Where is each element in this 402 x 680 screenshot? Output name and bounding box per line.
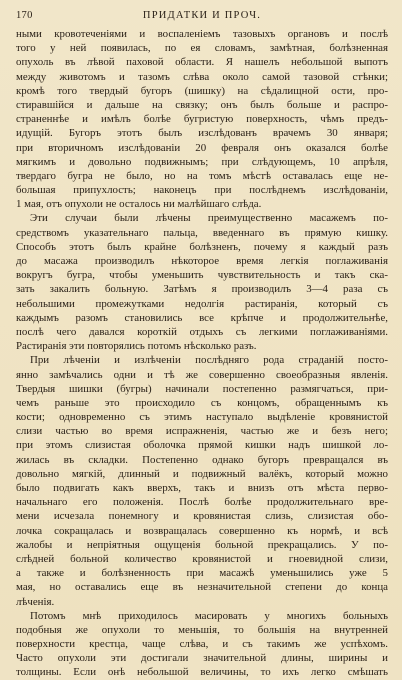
running-title: ПРИДАТКИ И ПРОЧ. xyxy=(142,10,262,21)
text-line: стиравшійся и дальше на связку; онъ былъ больше и распро- xyxy=(16,98,388,111)
text-line: поверхности крестца, чаще слѣва, и съ такимъ же успѣхомъ. xyxy=(16,638,388,651)
text-line: жалобы и непріятныя ощущенія больной прекращались. У по- xyxy=(16,538,388,551)
text-line: Потомъ мнѣ приходилось масировать у многихъ больныхъ xyxy=(30,609,388,622)
text-line: кромѣ того твердый бугоръ (шишку) на сѣдалищной ости, про- xyxy=(16,84,388,97)
text-line: довольно мягкій, длинный и подвижный валёкъ, который можно xyxy=(16,467,388,480)
text-line: мягкимъ и довольно подвижнымъ; при слѣдующемъ, 10 апрѣля, xyxy=(16,155,388,168)
text-line: опухоль въ лѣвой паховой области. Я нашелъ небольшой выпотъ xyxy=(16,56,388,69)
running-header xyxy=(16,10,388,26)
text-line: толщины. Если онѣ небольшой величины, то ихъ легко смѣшать xyxy=(16,666,388,679)
text-line: слѣдней больной количество кровянистой и гноевидной слизи, xyxy=(16,552,388,565)
text-line: начальнаго его положенія. Послѣ болѣе продолжительнаго вре- xyxy=(16,496,388,509)
text-line: При лѣченіи и излѣченіи послѣдняго рода страданій посто- xyxy=(30,354,388,367)
text-line: было подвигать какъ вверхъ, такъ и внизъ отъ мѣста перво- xyxy=(16,482,388,494)
text-line: Часто опухоли эти достигали значительной длины, ширины и xyxy=(16,652,388,665)
text-line: твердаго бугра не было, но на томъ мѣстѣ оставалась еще не- xyxy=(16,169,388,182)
text-line: мая, но оставались еще въ незначительной степени до конца xyxy=(16,581,388,594)
text-line: большая припухлость; наконецъ при послѣднемъ изслѣдованіи, xyxy=(16,184,388,197)
text-line: между животомъ и тазомъ слѣва около самой тазовой стѣнки; xyxy=(16,70,388,83)
text-line: зать закалить больную. Затѣмъ я производилъ 3—4 раза съ xyxy=(16,283,388,296)
text-line: Растиранія эти повторялись потомъ нѣсколько разъ. xyxy=(16,340,257,353)
text-line: мени исчезала понемногу и кровянистая слизь, слизистая обо- xyxy=(16,510,388,523)
text-line: Способъ этотъ былъ крайне болѣзненъ, почему я каждый разъ xyxy=(16,240,388,253)
text-line: ными кровотеченіями и воспаленіемъ тазовыхъ органовъ и послѣ xyxy=(16,28,388,40)
page-number: 170 xyxy=(16,10,33,21)
text-line: при вторичномъ изслѣдованіи 20 февраля онъ оказался болѣе xyxy=(16,141,388,154)
text-line: послѣ чего давался короткій отдыхъ съ легкими поглаживаніями. xyxy=(16,325,388,338)
text-line: страненнѣе и имѣлъ болѣе бугристую поверхность, чѣмъ предъ- xyxy=(16,113,388,126)
text-line: жилась въ складки. Постепенно однако бугоръ превращался въ xyxy=(16,453,388,466)
text-line: при этомъ слизистая оболочка прямой кишки надъ шишкой ло- xyxy=(16,439,388,452)
text-line: слизи частью во время испражненія, частью же и безъ него; xyxy=(16,425,388,438)
text-line: подобныя же опухоли то меньшія, то большія на внутренней xyxy=(16,623,388,636)
text-line: небольшими промежутками недолгія растиранія, который съ xyxy=(16,297,388,310)
text-line: Эти случаи были лѣчены преимущественно масажемъ по- xyxy=(30,212,388,225)
text-line: средствомъ указательнаго пальца, введеннаго въ прямую кишку. xyxy=(16,226,388,239)
text-line: чемъ раньше это происходило съ концомъ, обращеннымъ къ xyxy=(16,396,388,409)
text-line: идущій. Бугоръ этотъ былъ изслѣдованъ врачемъ 30 января; xyxy=(16,127,388,140)
text-line: вокругъ бугра, чтобы уменьшить чувствительность и такъ ска- xyxy=(16,269,388,282)
text-line: Твердыя шишки (бугры) начинали постепенно размягчаться, при- xyxy=(16,382,388,395)
text-line: кости; одновременно съ этимъ наступало выдѣленіе кровянистой xyxy=(16,411,388,424)
text-line: лочка сокращалась и возвращалась совершенно къ нормѣ, и всѣ xyxy=(16,524,388,537)
text-line: каждымъ разомъ становились все крѣпче и продолжительнѣе, xyxy=(16,311,388,324)
text-line: а также и болѣзненность при масажѣ уменьшились уже 5 xyxy=(16,567,388,580)
text-line: того у ней появилась, по ея словамъ, замѣтная, болѣзненная xyxy=(16,42,388,55)
text-line: лѣченія. xyxy=(16,595,55,608)
text-line: янно замѣчались одни и тѣ же совершенно своеобразныя явленія. xyxy=(16,368,388,381)
text-line: 1 мая, отъ опухоли не осталось ни малѣйшаго слѣда. xyxy=(16,198,262,211)
body-text xyxy=(16,27,388,680)
text-line: до масажа производилъ нѣкоторое время легкія поглаживанія xyxy=(16,255,388,267)
